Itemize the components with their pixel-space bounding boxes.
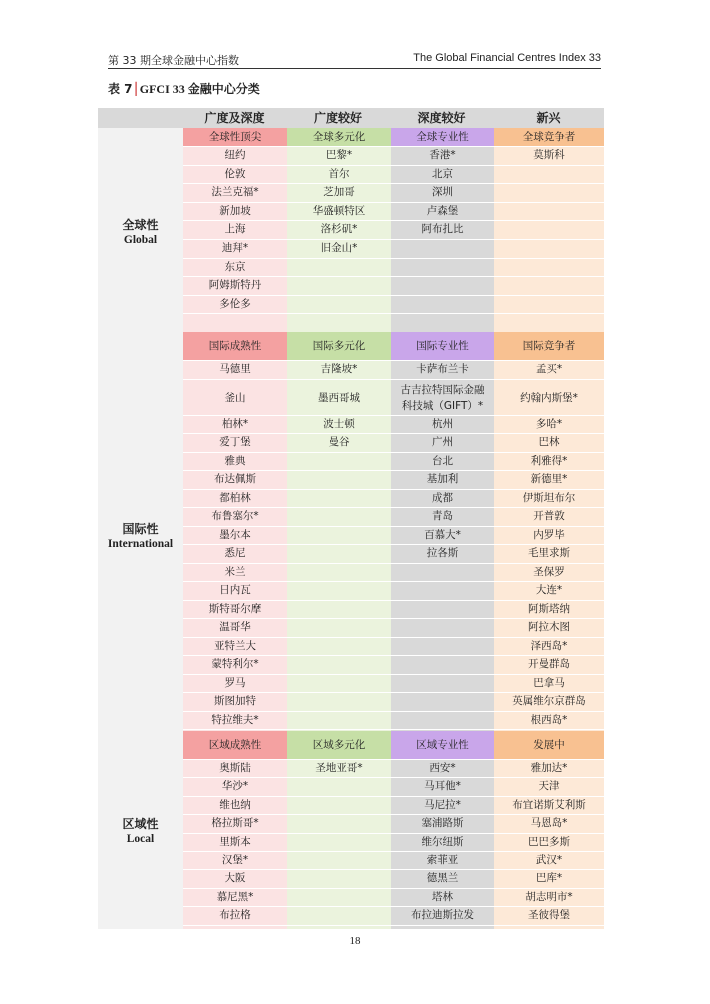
empty-cell — [287, 508, 391, 527]
empty-cell — [287, 453, 391, 472]
empty-cell — [391, 638, 494, 657]
empty-cell — [494, 166, 604, 185]
empty-cell — [287, 601, 391, 620]
center-name: 法兰克福* — [183, 184, 287, 203]
empty-cell — [287, 471, 391, 490]
center-name: 墨西哥城 — [287, 380, 391, 416]
center-name: 里斯本 — [183, 834, 287, 852]
category-head: 区域专业性 — [391, 731, 494, 760]
center-name: 马德里 — [183, 361, 287, 380]
group-label-cell — [98, 332, 183, 731]
center-name: 塔林 — [391, 889, 494, 907]
center-name: 卡萨布兰卡 — [391, 361, 494, 380]
empty-cell — [287, 619, 391, 638]
empty-cell — [287, 656, 391, 675]
center-name: 基加利 — [391, 471, 494, 490]
center-name: 格拉斯哥* — [183, 815, 287, 833]
center-name: 塞浦路斯 — [391, 815, 494, 833]
empty-cell — [391, 582, 494, 601]
empty-cell — [287, 778, 391, 796]
empty-cell — [494, 221, 604, 240]
center-name: 巴黎* — [287, 147, 391, 166]
group-name-en: Global — [123, 234, 158, 246]
column-header: 深度较好 — [417, 111, 466, 125]
category-column — [391, 128, 494, 332]
center-name: 百慕大* — [391, 527, 494, 546]
center-name: 曼谷 — [287, 434, 391, 453]
category-head: 全球性顶尖 — [183, 128, 287, 147]
category-head: 国际专业性 — [391, 332, 494, 361]
center-name: 马尼拉* — [391, 797, 494, 815]
center-name: 纽约 — [183, 147, 287, 166]
caption-title: GFCI 33 金融中心分类 — [139, 82, 260, 96]
empty-cell — [287, 870, 391, 888]
center-name: 奥斯陆 — [183, 760, 287, 778]
empty-cell — [391, 675, 494, 694]
group-name-zh: 国际性 — [122, 522, 159, 536]
empty-cell — [391, 601, 494, 620]
category-head: 区域成熟性 — [183, 731, 287, 760]
center-name: 都柏林 — [183, 490, 287, 509]
empty-cell — [287, 852, 391, 870]
empty-cell — [287, 564, 391, 583]
center-name: 布拉迪斯拉发 — [391, 907, 494, 925]
empty-cell — [494, 203, 604, 222]
center-name: 根西岛* — [494, 712, 604, 731]
center-name: 深圳 — [391, 184, 494, 203]
center-name: 米兰 — [183, 564, 287, 583]
center-name: 慕尼黑* — [183, 889, 287, 907]
center-name: 日内瓦 — [183, 582, 287, 601]
center-name: 香港* — [391, 147, 494, 166]
category-column — [183, 128, 287, 332]
center-name: 爱丁堡 — [183, 434, 287, 453]
column-header: 新兴 — [536, 111, 561, 125]
center-name: 大阪 — [183, 870, 287, 888]
center-name: 蒙特利尔* — [183, 656, 287, 675]
empty-cell — [391, 296, 494, 315]
center-name: 圣彼得堡 — [494, 907, 604, 925]
empty-cell — [391, 564, 494, 583]
center-name: 开曼群岛 — [494, 656, 604, 675]
empty-cell — [494, 277, 604, 296]
empty-cell — [287, 693, 391, 712]
center-name: 东京 — [183, 259, 287, 278]
center-name: 釜山 — [183, 380, 287, 416]
center-name: 多伦多 — [183, 296, 287, 315]
group-label-cell — [98, 128, 183, 332]
center-name: 迪拜* — [183, 240, 287, 259]
center-name: 孟买* — [494, 361, 604, 380]
center-name: 拉各斯 — [391, 545, 494, 564]
center-name: 维也纳 — [183, 797, 287, 815]
center-name: 泽西岛* — [494, 638, 604, 657]
center-name: 布鲁塞尔* — [183, 508, 287, 527]
empty-cell — [287, 277, 391, 296]
empty-cell — [287, 490, 391, 509]
center-name: 华沙* — [183, 778, 287, 796]
empty-cell — [391, 259, 494, 278]
group-name-zh: 全球性 — [122, 218, 159, 232]
header-right: The Global Financial Centres Index 33 — [413, 52, 601, 64]
center-name: 圣保罗 — [494, 564, 604, 583]
group-label-cell — [98, 731, 183, 929]
center-name: 阿布扎比 — [391, 221, 494, 240]
center-name: 胡志明市* — [494, 889, 604, 907]
empty-cell — [391, 240, 494, 259]
empty-cell — [494, 240, 604, 259]
category-head: 区域多元化 — [287, 731, 391, 760]
category-column — [494, 332, 604, 731]
center-name: 墨尔本 — [183, 527, 287, 546]
empty-cell — [391, 619, 494, 638]
center-name: 阿姆斯特丹 — [183, 277, 287, 296]
category-column — [287, 731, 391, 929]
group-name-en: Local — [126, 833, 155, 845]
center-name: 雅加达* — [494, 760, 604, 778]
category-column — [183, 332, 287, 731]
empty-cell — [287, 889, 391, 907]
table-caption: 表 7│GFCI 33 金融中心分类 — [108, 82, 260, 96]
center-name: 布宜诺斯艾利斯 — [494, 797, 604, 815]
center-name: 布拉格 — [183, 907, 287, 925]
center-name: 约翰内斯堡* — [494, 380, 604, 416]
center-name: 旧金山* — [287, 240, 391, 259]
center-name: 西安* — [391, 760, 494, 778]
empty-cell — [287, 296, 391, 315]
center-name: 吉隆坡* — [287, 361, 391, 380]
center-name: 巴巴多斯 — [494, 834, 604, 852]
empty-cell — [287, 545, 391, 564]
center-name: 毛里求斯 — [494, 545, 604, 564]
center-name: 斯特哥尔摩 — [183, 601, 287, 620]
center-name: 波士顿 — [287, 416, 391, 435]
center-name: 马耳他* — [391, 778, 494, 796]
center-name: 德黑兰 — [391, 870, 494, 888]
center-name: 悉尼 — [183, 545, 287, 564]
center-name: 阿拉木图 — [494, 619, 604, 638]
empty-cell — [391, 277, 494, 296]
center-name: 天津 — [494, 778, 604, 796]
category-column — [494, 731, 604, 929]
center-name: 华盛顿特区 — [287, 203, 391, 222]
center-name: 大连* — [494, 582, 604, 601]
empty-cell — [287, 638, 391, 657]
center-name: 斯图加特 — [183, 693, 287, 712]
center-name: 布达佩斯 — [183, 471, 287, 490]
center-name: 汉堡* — [183, 852, 287, 870]
empty-cell — [391, 693, 494, 712]
empty-cell — [287, 259, 391, 278]
category-head: 国际多元化 — [287, 332, 391, 361]
center-name: 伦敦 — [183, 166, 287, 185]
empty-cell — [391, 656, 494, 675]
center-name: 亚特兰大 — [183, 638, 287, 657]
center-name: 英属维尔京群岛 — [494, 693, 604, 712]
center-name: 罗马 — [183, 675, 287, 694]
header-left: 第 33 期全球金融中心指数 — [108, 54, 239, 67]
center-name: 莫斯科 — [494, 147, 604, 166]
category-column — [287, 332, 391, 731]
empty-cell — [494, 259, 604, 278]
category-column — [391, 731, 494, 929]
center-name: 武汉* — [494, 852, 604, 870]
center-name: 杭州 — [391, 416, 494, 435]
center-name: 特拉维夫* — [183, 712, 287, 731]
center-name: 新德里* — [494, 471, 604, 490]
category-column — [183, 731, 287, 929]
category-head: 全球多元化 — [287, 128, 391, 147]
center-name: 洛杉矶* — [287, 221, 391, 240]
center-name: 成都 — [391, 490, 494, 509]
category-head: 国际成熟性 — [183, 332, 287, 361]
empty-cell — [287, 675, 391, 694]
center-name: 维尔纽斯 — [391, 834, 494, 852]
center-name: 温哥华 — [183, 619, 287, 638]
empty-cell — [287, 582, 391, 601]
empty-cell — [494, 184, 604, 203]
category-column — [494, 128, 604, 332]
empty-cell — [287, 815, 391, 833]
center-name: 雅典 — [183, 453, 287, 472]
center-name: 古吉拉特国际金融科技城（GIFT）* — [391, 380, 494, 416]
category-head: 全球竞争者 — [494, 128, 604, 147]
center-name: 上海 — [183, 221, 287, 240]
empty-cell — [287, 797, 391, 815]
group-name-en: International — [107, 538, 174, 550]
center-name: 巴拿马 — [494, 675, 604, 694]
group-name-zh: 区域性 — [122, 817, 159, 831]
column-header: 广度较好 — [313, 111, 362, 125]
center-name: 马恩岛* — [494, 815, 604, 833]
column-header: 广度及深度 — [204, 111, 265, 125]
center-name: 首尔 — [287, 166, 391, 185]
empty-cell — [287, 834, 391, 852]
center-name: 巴林 — [494, 434, 604, 453]
caption-prefix: 表 7 — [108, 82, 133, 96]
page-number: 18 — [349, 935, 361, 947]
center-name: 开普敦 — [494, 508, 604, 527]
category-head: 发展中 — [494, 731, 604, 760]
center-name: 广州 — [391, 434, 494, 453]
center-name: 阿斯塔纳 — [494, 601, 604, 620]
center-name: 卢森堡 — [391, 203, 494, 222]
center-name: 北京 — [391, 166, 494, 185]
category-head: 全球专业性 — [391, 128, 494, 147]
running-header — [108, 52, 601, 69]
center-name: 利雅得* — [494, 453, 604, 472]
empty-cell — [391, 712, 494, 731]
center-name: 芝加哥 — [287, 184, 391, 203]
center-name: 内罗毕 — [494, 527, 604, 546]
center-name: 圣地亚哥* — [287, 760, 391, 778]
center-name: 索菲亚 — [391, 852, 494, 870]
empty-cell — [287, 907, 391, 925]
center-name: 巴库* — [494, 870, 604, 888]
empty-cell — [494, 296, 604, 315]
center-name: 伊斯坦布尔 — [494, 490, 604, 509]
category-column — [287, 128, 391, 332]
center-name: 多哈* — [494, 416, 604, 435]
category-column — [391, 332, 494, 731]
category-head: 国际竞争者 — [494, 332, 604, 361]
center-name: 青岛 — [391, 508, 494, 527]
table-header-row — [98, 108, 604, 128]
empty-cell — [287, 712, 391, 731]
center-name: 柏林* — [183, 416, 287, 435]
center-name: 台北 — [391, 453, 494, 472]
empty-cell — [287, 527, 391, 546]
center-name: 新加坡 — [183, 203, 287, 222]
